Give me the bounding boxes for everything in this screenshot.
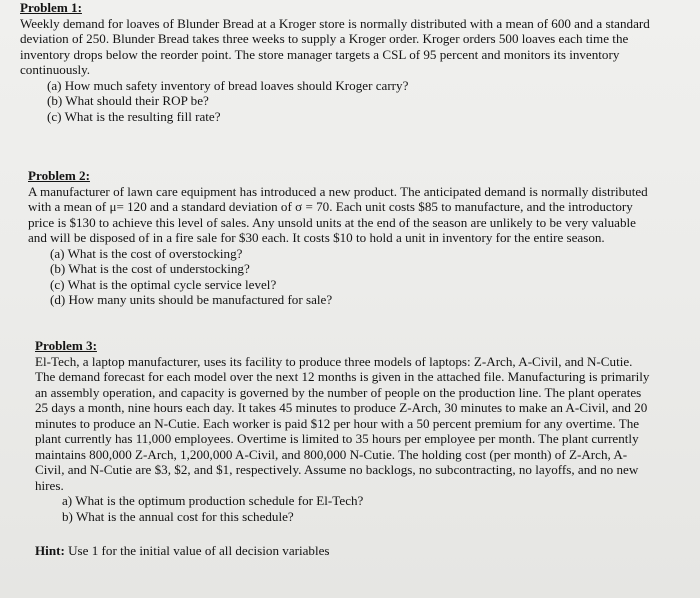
- problem-3-question-b: b) What is the annual cost for this schedule?: [62, 508, 294, 524]
- problem-1-body: Weekly demand for loaves of Blunder Bread at a Kroger store is normally distributed with a mean of 600 and a standard deviation of 250. Blunder Bread takes three weeks to supply a Kroger order. Kroger orders 500 loaves each time the inventory drops below the reorder point. The store manager targets a CSL of 95 percent and monitors its inventory continuously.: [20, 15, 650, 77]
- problem-3-body: El-Tech, a laptop manufacturer, uses its facility to produce three models of laptops: Z-Arch, A-Civil, and N-Cutie. The demand forecast for each model over the next 12 months is given in the attached file. Manufacturing is primarily an assembly operation, and capacity is governed by the number of people on the production line. The plant operates 25 days a month, nine hours each day. It takes 45 minutes to produce Z-Arch, 30 minutes to make an A-Civil, and 20 minutes to produce an N-Cutie. Each worker is paid $12 per hour with a 50 percent premium for any overtime. The plant currently has 11,000 employees. Overtime is limited to 35 hours per employee per month. The plant currently maintains 800,000 Z-Arch, 1,200,000 A-Civil, and 800,000 N-Cutie. The holding cost (per month) of Z-Arch, A-Civil, and N-Cutie are $3, $2, and $1, respectively. Assume no backlogs, no subcontracting, no layoffs, and no new hires.: [35, 353, 650, 493]
- problem-1-questions: [20, 78, 660, 125]
- problem-3-question-a: a) What is the optimum production schedule for El-Tech?: [62, 493, 364, 508]
- problem-2-question-a: (a) What is the cost of overstocking?: [50, 245, 243, 261]
- problem-2: [28, 168, 650, 308]
- problem-3: [35, 338, 650, 572]
- problem-2-questions: [28, 246, 650, 308]
- problem-2-heading: Problem 2:: [28, 168, 90, 183]
- problem-3-heading: Problem 3:: [35, 338, 97, 353]
- hint-line: [35, 543, 650, 559]
- problem-1-question-c: (c) What is the resulting fill rate?: [47, 108, 221, 124]
- problem-2-question-d: (d) How many units should be manufactured for sale?: [50, 292, 333, 307]
- problem-1-question-b: (b) What should their ROP be?: [47, 93, 209, 108]
- problem-1-question-a: (a) How much safety inventory of bread loaves should Kroger carry?: [47, 77, 409, 93]
- hint-text: Use 1 for the initial value of all decision variables: [64, 543, 330, 558]
- problem-2-question-c: (c) What is the optimal cycle service level?: [50, 276, 277, 292]
- hint-label: Hint:: [35, 543, 65, 558]
- problem-1: [20, 0, 660, 124]
- problem-1-heading: Problem 1:: [20, 0, 82, 15]
- problem-2-question-b: (b) What is the cost of understocking?: [50, 261, 250, 276]
- problem-3-questions: [35, 493, 650, 524]
- problem-2-body: A manufacturer of lawn care equipment has introduced a new product. The anticipated demand is normally distributed with a mean of μ= 120 and a standard deviation of σ = 70. Each unit costs $85 to manufacture, and the introductory price is $130 to achieve this level of sales. Any unsold units at the end of the season are unlikely to be very valuable and will be disposed of in a fire sale for $30 each. It costs $10 to hold a unit in inventory for the entire season.: [28, 183, 648, 245]
